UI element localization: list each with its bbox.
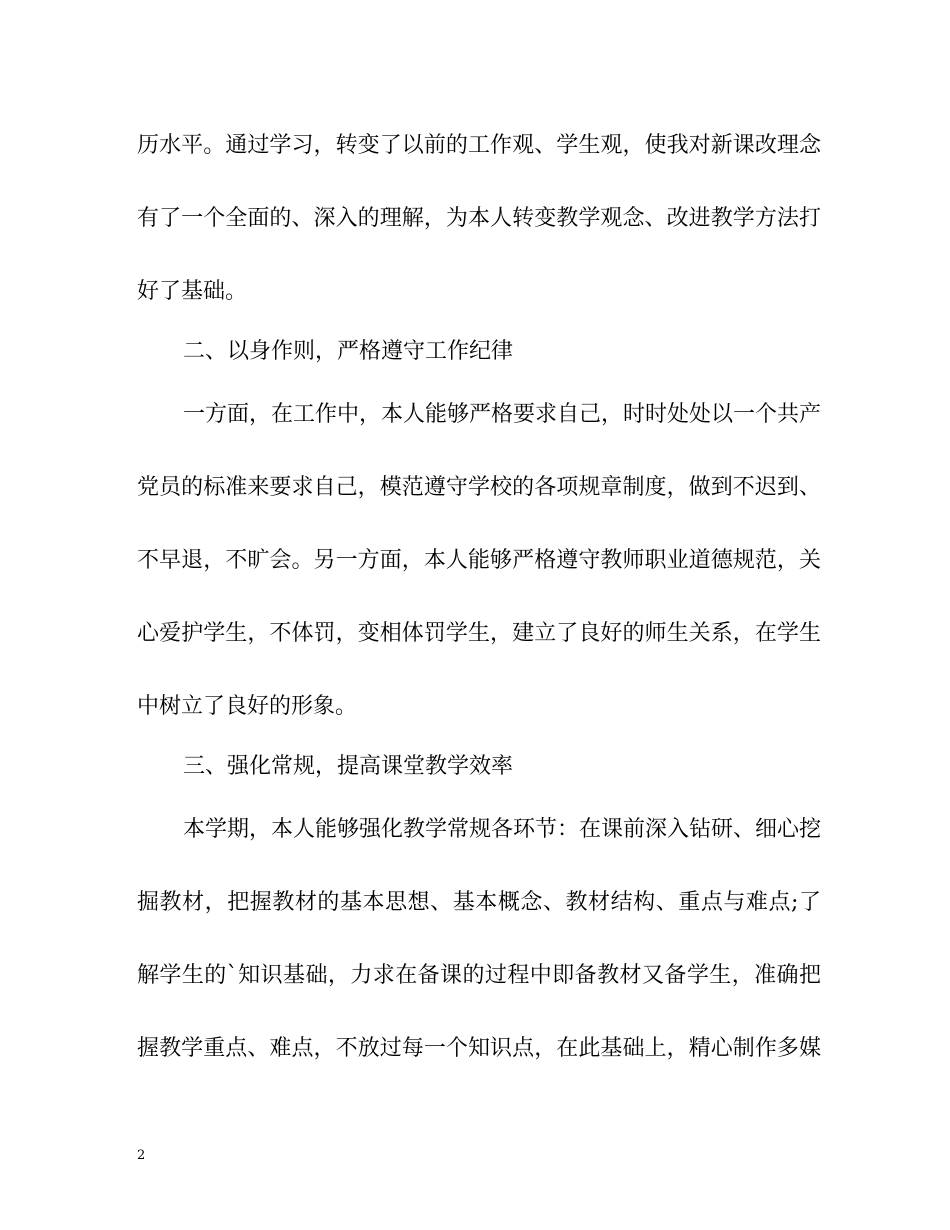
text-line: 好了基础。 <box>137 279 248 304</box>
text-line: 一方面，在工作中，本人能够严格要求自己，时时处处以一个共产 <box>183 402 822 427</box>
text-line: 心爱护学生，不体罚，变相体罚学生，建立了良好的师生关系，在学生 <box>137 621 821 646</box>
text-line: 历水平。通过学习，转变了以前的工作观、学生观，使我对新课改理念 <box>137 133 821 158</box>
section-heading: 三、强化常规，提高课堂教学效率 <box>183 754 514 779</box>
text-line: 本学期，本人能够强化教学常规各环节：在课前深入钻研、细心挖 <box>183 817 822 842</box>
text-line: 有了一个全面的、深入的理解，为本人转变教学观念、改进教学方法打 <box>137 206 821 231</box>
text-line: 握教学重点、难点，不放过每一个知识点，在此基础上，精心制作多媒 <box>137 1036 821 1061</box>
text-line: 党员的标准来要求自己，模范遵守学校的各项规章制度，做到不迟到、 <box>137 475 821 500</box>
page-number: 2 <box>137 1148 146 1163</box>
text-line: 不早退，不旷会。另一方面，本人能够严格遵守教师职业道德规范，关 <box>137 548 821 573</box>
section-heading: 二、以身作则，严格遵守工作纪律 <box>183 339 514 364</box>
text-line: 中树立了良好的形象。 <box>137 694 358 719</box>
text-line: 解学生的`知识基础，力求在备课的过程中即备教材又备学生，准确把 <box>137 963 821 988</box>
text-line: 掘教材，把握教材的基本思想、基本概念、教材结构、重点与难点;了 <box>137 890 821 915</box>
